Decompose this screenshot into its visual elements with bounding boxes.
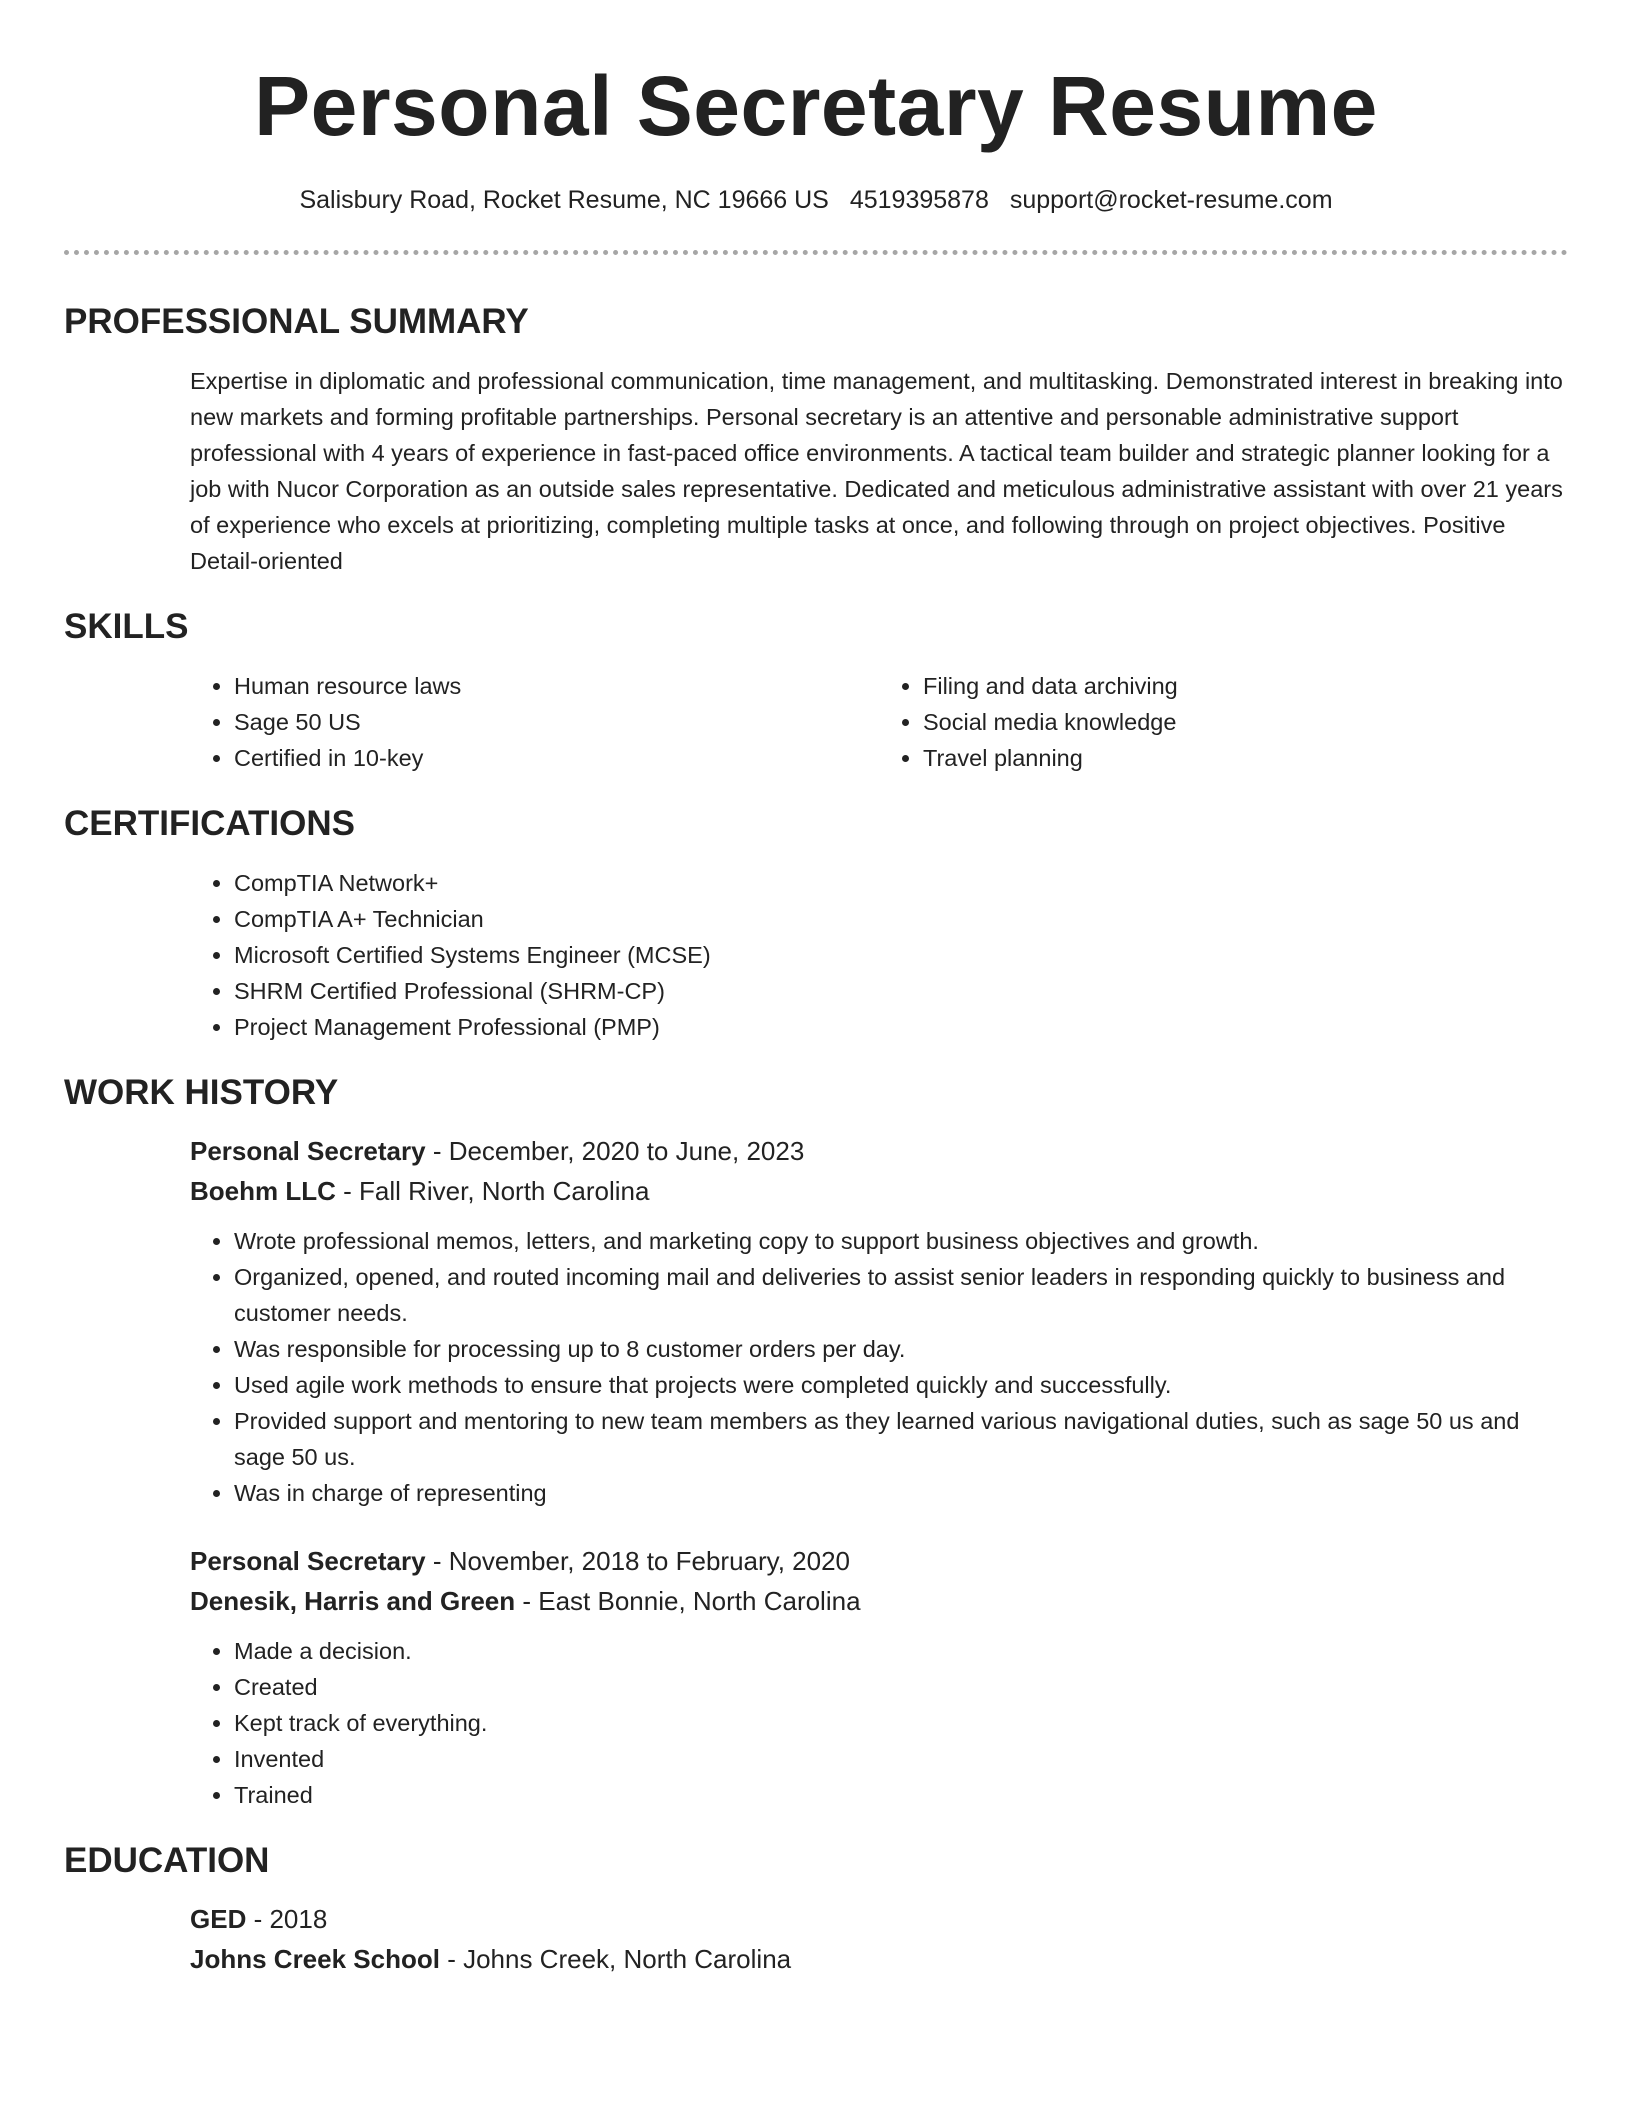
summary-section <box>64 300 1568 579</box>
skill-item: • Social media knowledge <box>923 704 1568 740</box>
job-location: - East Bonnie, North Carolina <box>515 1586 861 1616</box>
education-school-line <box>190 1939 1568 1979</box>
work-section <box>64 1071 1568 1813</box>
education-year: - 2018 <box>246 1904 328 1934</box>
certification-item: • Microsoft Certified Systems Engineer (MCSE) <box>234 937 1568 973</box>
contact-phone: 4519395878 <box>849 186 989 214</box>
job-company-line <box>190 1171 1568 1211</box>
job-duty: • Was responsible for processing up to 8 customer orders per day. <box>234 1331 1568 1367</box>
job-duty: • Invented <box>234 1741 1568 1777</box>
resume-page <box>64 0 1568 1979</box>
summary-heading: PROFESSIONAL SUMMARY <box>64 302 529 341</box>
contact-line <box>64 184 1568 216</box>
job-entry <box>190 1131 1568 1511</box>
skills-heading: SKILLS <box>64 607 189 646</box>
certification-item: • CompTIA Network+ <box>234 865 1568 901</box>
certification-item: • SHRM Certified Professional (SHRM-CP) <box>234 973 1568 1009</box>
skill-item: • Sage 50 US <box>234 704 879 740</box>
resume-header <box>64 0 1568 216</box>
job-duty: • Was in charge of representing <box>234 1475 1568 1511</box>
summary-text: Expertise in diplomatic and professional communication, time management, and multitasking. Demonstrated interest in breaking into new markets and forming profitable partnerships. Personal secretary is an attentive and personable administrative support professional with 4 years of experience in fast-paced office environments. A tactical team builder and strategic planner looking for a job with Nucor Corporation as an outside sales representative. Dedicated and meticulous administrative assistant with over 21 years of experience who excels at prioritizing, completing multiple tasks at once, and following through on project objectives. Positive Detail-oriented <box>190 368 1563 574</box>
job-title: Personal Secretary <box>190 1136 426 1166</box>
certifications-body <box>190 865 1568 1045</box>
skill-item: • Filing and data archiving <box>923 668 1568 704</box>
job-duty: • Kept track of everything. <box>234 1705 1568 1741</box>
job-company: Denesik, Harris and Green <box>190 1586 516 1616</box>
job-entry <box>190 1541 1568 1813</box>
certification-item: • CompTIA A+ Technician <box>234 901 1568 937</box>
job-duties-list <box>190 1223 1568 1511</box>
job-title-line <box>190 1541 1568 1581</box>
job-location: - Fall River, North Carolina <box>335 1176 650 1206</box>
job-duties-list <box>190 1633 1568 1813</box>
work-heading: WORK HISTORY <box>64 1073 339 1112</box>
job-company: Boehm LLC <box>190 1176 336 1206</box>
job-title-line <box>190 1131 1568 1171</box>
education-school: Johns Creek School <box>190 1944 440 1974</box>
education-degree: GED <box>190 1904 247 1934</box>
skill-item: • Travel planning <box>923 740 1568 776</box>
job-duty: • Wrote professional memos, letters, and marketing copy to support business objectives and growth. <box>234 1223 1568 1259</box>
skills-section <box>64 605 1568 776</box>
skill-item: • Human resource laws <box>234 668 879 704</box>
education-location: - Johns Creek, North Carolina <box>439 1944 792 1974</box>
contact-address: Salisbury Road, Rocket Resume, NC 19666 US <box>299 186 829 214</box>
job-company-line <box>190 1581 1568 1621</box>
job-duty: • Made a decision. <box>234 1633 1568 1669</box>
job-dates: - December, 2020 to June, 2023 <box>425 1136 805 1166</box>
certifications-heading: CERTIFICATIONS <box>64 804 356 843</box>
certifications-section <box>64 802 1568 1045</box>
education-entry <box>190 1899 1568 1979</box>
contact-email: support@rocket-resume.com <box>1009 186 1333 214</box>
header-divider <box>64 250 1568 255</box>
certification-item: • Project Management Professional (PMP) <box>234 1009 1568 1045</box>
job-duty: • Organized, opened, and routed incoming mail and deliveries to assist senior leaders in responding quickly to business and customer needs. <box>234 1259 1568 1331</box>
job-duty: • Used agile work methods to ensure that projects were completed quickly and successfully. <box>234 1367 1568 1403</box>
job-duty: • Created <box>234 1669 1568 1705</box>
education-degree-line <box>190 1899 1568 1939</box>
job-duty: • Trained <box>234 1777 1568 1813</box>
skills-list-right <box>879 668 1568 776</box>
education-heading: EDUCATION <box>64 1841 270 1880</box>
skills-list-left <box>190 668 879 776</box>
resume-title: Personal Secretary Resume <box>254 59 1378 153</box>
job-duty: • Provided support and mentoring to new team members as they learned various navigational duties, such as sage 50 us and sage 50 us. <box>234 1403 1568 1475</box>
certifications-list <box>190 865 1568 1045</box>
job-dates: - November, 2018 to February, 2020 <box>425 1546 851 1576</box>
job-title: Personal Secretary <box>190 1546 426 1576</box>
summary-body <box>190 363 1568 579</box>
skill-item: • Certified in 10-key <box>234 740 879 776</box>
skills-columns <box>190 668 1568 776</box>
education-section <box>64 1839 1568 1979</box>
